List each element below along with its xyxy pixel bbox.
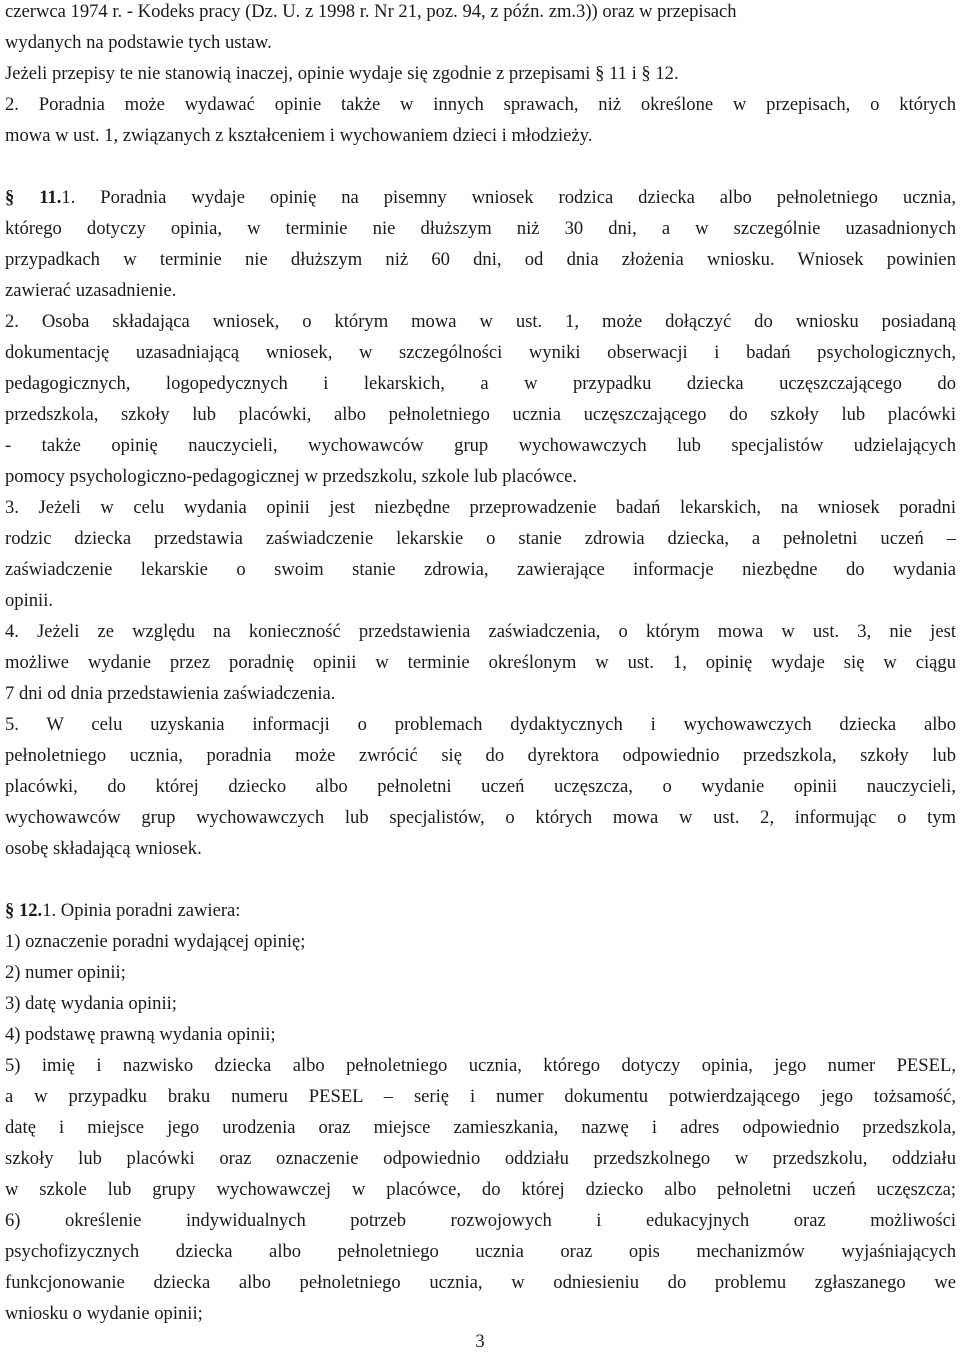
line-text: 2) numer opinii;	[5, 962, 126, 983]
line-text: psychofizycznych dziecka albo pełnoletniego ucznia oraz opis mechanizmów wyjaśniających	[5, 1241, 956, 1262]
text-line	[5, 1050, 956, 1081]
section-number: § 11.	[5, 187, 62, 208]
line-text: - także opinię nauczycieli, wychowawców grup wychowawczych lub specjalistów udzielających	[5, 435, 956, 456]
line-text: 3. Jeżeli w celu wydania opinii jest niezbędne przeprowadzenie badań lekarskich, na wniosek poradni	[5, 497, 956, 518]
text-line	[5, 616, 956, 647]
text-line	[5, 275, 956, 306]
text-line	[5, 27, 956, 58]
line-text: wniosku o wydanie opinii;	[5, 1303, 203, 1324]
text-line	[5, 1267, 956, 1298]
text-line	[5, 1205, 956, 1236]
text-line	[5, 58, 956, 89]
text-line	[5, 213, 956, 244]
line-text: przedszkola, szkoły lub placówki, albo pełnoletniego ucznia uczęszczającego do szkoły lub placówki	[5, 404, 956, 425]
text-line	[5, 523, 956, 554]
line-text: 7 dni od dnia przedstawienia zaświadczenia.	[5, 683, 336, 704]
line-text: wydanych na podstawie tych ustaw.	[5, 32, 272, 53]
text-line	[5, 492, 956, 523]
text-line	[5, 182, 956, 213]
text-line	[5, 585, 956, 616]
line-text: 5) imię i nazwisko dziecka albo pełnoletniego ucznia, którego dotyczy opinia, jego numer PESEL,	[5, 1055, 956, 1076]
blank-line	[5, 864, 956, 895]
blank-line	[5, 151, 956, 182]
text-line	[5, 1236, 956, 1267]
text-line	[5, 461, 956, 492]
line-text: wychowawców grup wychowawczych lub specjalistów, o których mowa w ust. 2, informując o tym	[5, 807, 956, 828]
text-line	[5, 554, 956, 585]
text-line	[5, 802, 956, 833]
text-line	[5, 1298, 956, 1329]
text-line	[5, 1143, 956, 1174]
line-text: pedagogicznych, logopedycznych i lekarskich, a w przypadku dziecka uczęszczającego do	[5, 373, 956, 394]
line-text: 5. W celu uzyskania informacji o problemach dydaktycznych i wychowawczych dziecka albo	[5, 714, 956, 735]
text-line	[5, 1174, 956, 1205]
text-line	[5, 647, 956, 678]
page-number: 3	[475, 1331, 485, 1352]
text-line	[5, 1112, 956, 1143]
text-line	[5, 1081, 956, 1112]
line-text: osobę składającą wniosek.	[5, 838, 202, 859]
line-text: przypadkach w terminie nie dłuższym niż 60 dni, od dnia złożenia wniosku. Wniosek powinien	[5, 249, 956, 270]
document-body	[5, 0, 956, 1329]
line-text: opinii.	[5, 590, 54, 611]
line-text: którego dotyczy opinia, w terminie nie dłuższym niż 30 dni, a w szczególnie uzasadnionych	[5, 218, 956, 239]
text-line	[5, 337, 956, 368]
line-text: placówki, do której dziecko albo pełnoletni uczeń uczęszcza, o wydanie opinii nauczycieli,	[5, 776, 956, 797]
line-text: funkcjonowanie dziecka albo pełnoletniego ucznia, w odniesieniu do problemu zgłaszanego we	[5, 1272, 956, 1293]
text-line	[5, 399, 956, 430]
text-line	[5, 988, 956, 1019]
text-line	[5, 709, 956, 740]
text-line	[5, 89, 956, 120]
line-text: zawierać uzasadnienie.	[5, 280, 177, 301]
text-line	[5, 957, 956, 988]
line-text: datę i miejsce jego urodzenia oraz miejsce zamieszkania, nazwę i adres odpowiednio przedszkola,	[5, 1117, 956, 1138]
line-text: 3) datę wydania opinii;	[5, 993, 177, 1014]
text-line	[5, 895, 956, 926]
line-text: dokumentację uzasadniającą wniosek, w szczególności wyniki obserwacji i badań psychologicznych,	[5, 342, 956, 363]
line-text: szkoły lub placówki oraz oznaczenie odpowiednio oddziału przedszkolnego w przedszkolu, oddziału	[5, 1148, 956, 1169]
text-line	[5, 0, 956, 27]
line-text: 2. Poradnia może wydawać opinie także w innych sprawach, niż określone w przepisach, o których	[5, 94, 956, 115]
text-line	[5, 244, 956, 275]
text-line	[5, 833, 956, 864]
line-text: a w przypadku braku numeru PESEL – serię i numer dokumentu potwierdzającego jego tożsamość,	[5, 1086, 956, 1107]
line-text: możliwe wydanie przez poradnię opinii w terminie określonym w ust. 1, opinię wydaje się w ciągu	[5, 652, 956, 673]
line-text: 1) oznaczenie poradni wydającej opinię;	[5, 931, 306, 952]
line-text: 4) podstawę prawną wydania opinii;	[5, 1024, 276, 1045]
line-text: 6) określenie indywidualnych potrzeb rozwojowych i edukacyjnych oraz możliwości	[5, 1210, 956, 1231]
line-text: mowa w ust. 1, związanych z kształceniem i wychowaniem dzieci i młodzieży.	[5, 125, 593, 146]
line-text: 4. Jeżeli ze względu na konieczność przedstawienia zaświadczenia, o którym mowa w ust. 3, nie jest	[5, 621, 956, 642]
line-text: w szkole lub grupy wychowawczej w placówce, do której dziecko albo pełnoletni uczeń uczęszcza;	[5, 1179, 956, 1200]
line-text: pomocy psychologiczno-pedagogicznej w przedszkolu, szkole lub placówce.	[5, 466, 578, 487]
text-line	[5, 368, 956, 399]
text-line	[5, 740, 956, 771]
line-text: czerwca 1974 r. - Kodeks pracy (Dz. U. z 1998 r. Nr 21, poz. 94, z późn. zm.3)) oraz w przepisach	[5, 1, 737, 22]
text-line	[5, 120, 956, 151]
text-line	[5, 1019, 956, 1050]
text-line	[5, 926, 956, 957]
line-text: pełnoletniego ucznia, poradnia może zwrócić się do dyrektora odpowiednio przedszkola, szkoły lub	[5, 745, 956, 766]
line-text: zaświadczenie lekarskie o swoim stanie zdrowia, zawierające informacje niezbędne do wydania	[5, 559, 956, 580]
line-text: 2. Osoba składająca wniosek, o którym mowa w ust. 1, może dołączyć do wniosku posiadaną	[5, 311, 956, 332]
line-text: 1. Poradnia wydaje opinię na pisemny wniosek rodzica dziecka albo pełnoletniego ucznia,	[61, 187, 956, 208]
line-text: Jeżeli przepisy te nie stanowią inaczej, opinie wydaje się zgodnie z przepisami § 11 i § 12.	[5, 63, 679, 84]
line-text: 1. Opinia poradni zawiera:	[42, 900, 241, 921]
section-number: § 12.	[5, 900, 43, 921]
text-line	[5, 430, 956, 461]
text-line	[5, 678, 956, 709]
text-line	[5, 306, 956, 337]
line-text: rodzic dziecka przedstawia zaświadczenie lekarskie o stanie zdrowia dziecka, a pełnoletni uczeń –	[5, 528, 956, 549]
text-line	[5, 771, 956, 802]
